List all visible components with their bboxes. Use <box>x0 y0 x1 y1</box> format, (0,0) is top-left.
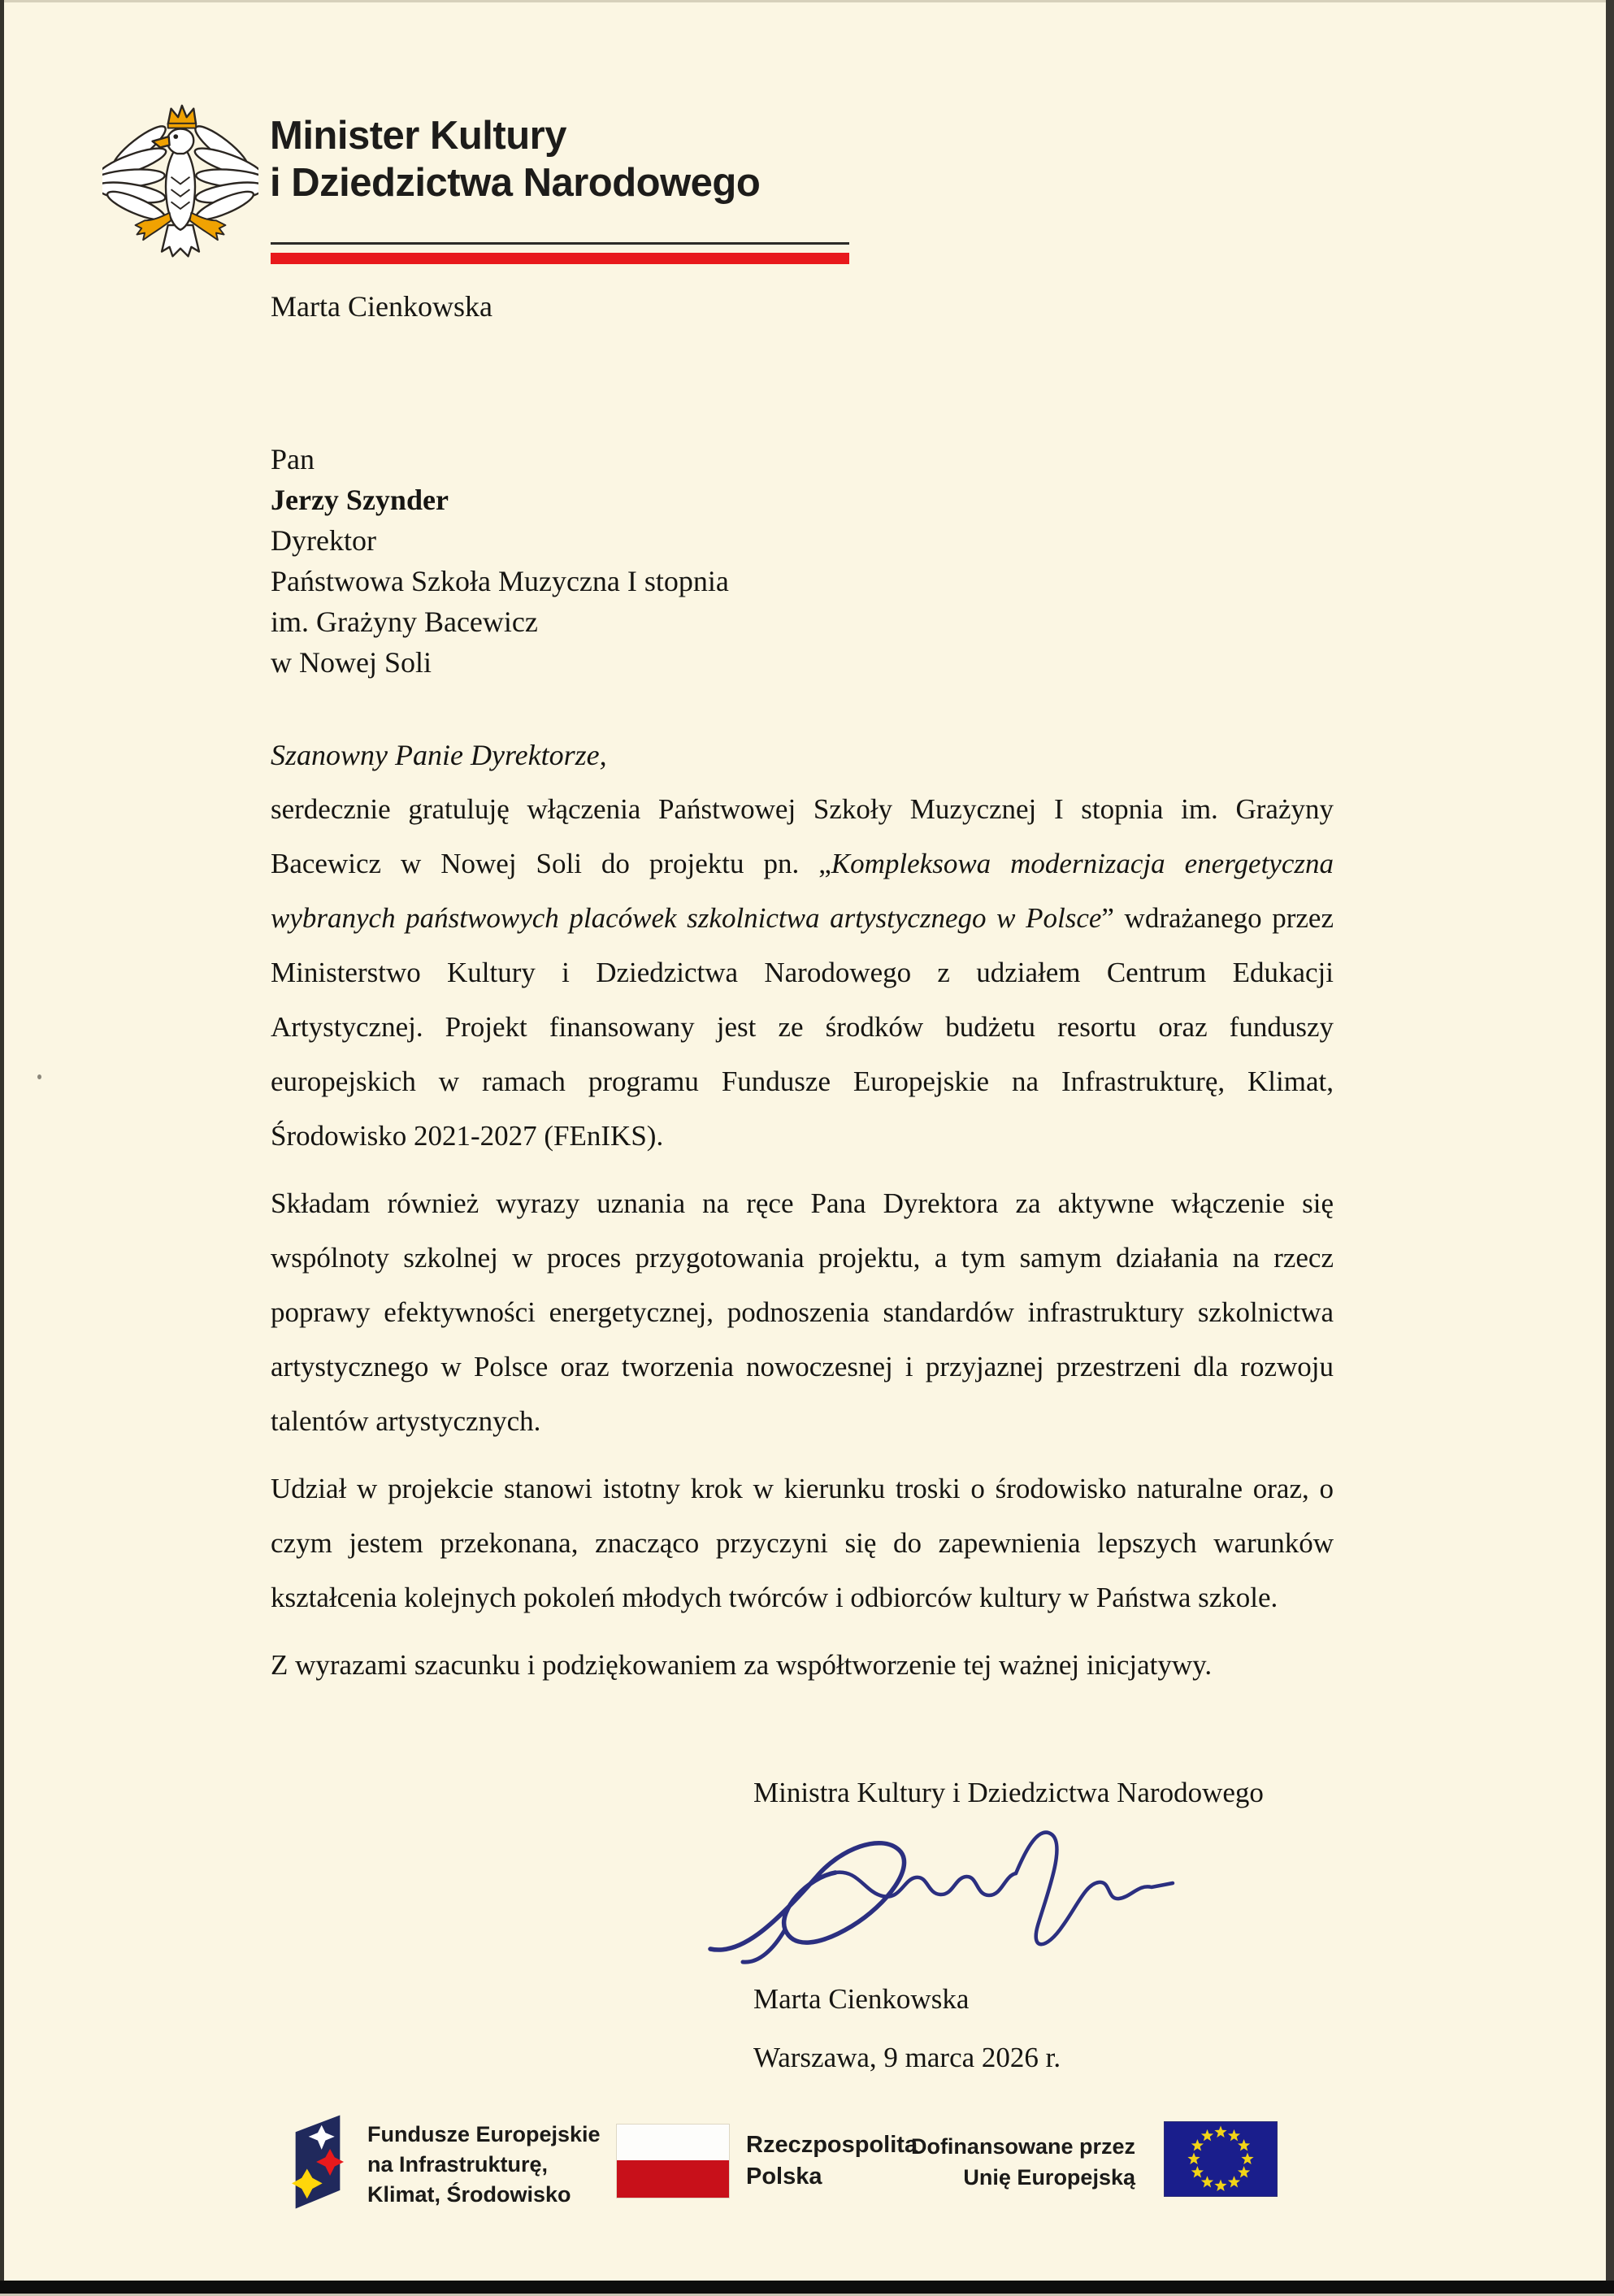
eu-funds-label-line2: na Infrastrukturę, <box>367 2152 549 2177</box>
handwritten-signature <box>696 1827 1183 1969</box>
scan-edge-right <box>1606 0 1614 2296</box>
eu-funds-label-line1: Fundusze Europejskie <box>367 2122 601 2146</box>
sender-name: Marta Cienkowska <box>271 290 492 323</box>
white-eagle-emblem-icon <box>102 102 258 262</box>
recipient-name: Jerzy Szynder <box>271 484 449 516</box>
poland-label-line2: Polska <box>746 2164 822 2190</box>
white-red-flag-rule <box>271 242 849 264</box>
eu-funds-label <box>367 2120 601 2210</box>
poland-flag-red-stripe <box>617 2160 729 2198</box>
closing-signer-name: Marta Cienkowska <box>753 1983 970 2015</box>
scan-artifact-dot <box>37 1074 41 1079</box>
paragraph-4: Z wyrazami szacunku i podziękowaniem za współtworzenie tej ważnej inicjatywy. <box>271 1649 1213 1681</box>
ministry-name-line2: i Dziedzictwa Narodowego <box>270 161 761 205</box>
poland-flag-icon <box>616 2124 730 2198</box>
scan-edge-bottom <box>0 2281 1614 2294</box>
closing-place-date: Warszawa, 9 marca 2026 r. <box>753 2042 1061 2073</box>
ministry-name-line1: Minister Kultury <box>270 114 566 158</box>
closing-office-title: Ministra Kultury i Dziedzictwa Narodowego <box>753 1777 1264 1808</box>
recipient-line: Państwowa Szkoła Muzyczna I stopnia <box>271 565 729 597</box>
recipient-block <box>271 439 729 683</box>
letter-body <box>271 782 1334 1705</box>
paragraph-1-project-title: Kompleksowa modernizacja energetyczna wybranych państwowych placówek szkolnictwa artystycznego w Polsce <box>271 848 1334 934</box>
scan-edge-top <box>0 0 1614 2</box>
recipient-line: Dyrektor <box>271 524 376 557</box>
poland-label-line1: Rzeczpospolita <box>746 2132 918 2158</box>
ministry-name <box>270 112 760 206</box>
recipient-line: im. Grażyny Bacewicz <box>271 605 538 638</box>
recipient-line: w Nowej Soli <box>271 646 432 679</box>
eu-cofunding-line1: Dofinansowane przez <box>910 2134 1135 2159</box>
recipient-line: Pan <box>271 443 315 475</box>
paragraph-3: Udział w projekcie stanowi istotny krok w kierunku troski o środowisko naturalne oraz, o czym jestem przekonana, znacząco przyczyni się do zapewnienia lepszych warunków kształcenia kolejnych pokoleń młodych twórców i odbiorców kultury w Państwa szkole. <box>271 1473 1334 1613</box>
paragraph-1-text: ” wdrażanego przez Ministerstwo Kultury i Dziedzictwa Narodowego z udziałem Centrum Edukacji Artystycznej. Projekt finansowany jest ze środków budżetu resortu oraz funduszy europejskich w ramach programu Fundusze Europejskie na Infrastrukturę, Klimat, Środowisko 2021-2027 (FEnIKS). <box>271 902 1334 1152</box>
eu-cofunding-label <box>882 2131 1135 2193</box>
scan-edge-left <box>0 0 4 2296</box>
paragraph-1 <box>271 782 1334 1163</box>
flag-rule-red-bar <box>271 253 849 264</box>
eu-cofunding-line2: Unię Europejską <box>963 2165 1135 2190</box>
paragraph-2: Składam również wyrazy uznania na ręce Pana Dyrektora za aktywne włączenie się wspólnoty szkolnej w proces przygotowania projektu, a tym samym działania na rzecz poprawy efektywności energetycznej, podnoszenia standardów infrastruktury szkolnictwa artystycznego w Polsce oraz tworzenia nowoczesnej i przyjaznej przestrzeni dla rozwoju talentów artystycznych. <box>271 1187 1334 1437</box>
salutation: Szanowny Panie Dyrektorze, <box>271 739 607 771</box>
paragraph-1-text: serdecznie gratuluję włączenia Państwowej Szkoły Muzycznej I stopnia im. Grażyny Bacewicz w Nowej Soli do projektu pn. „ <box>271 793 1334 879</box>
eu-funds-label-line3: Klimat, Środowisko <box>367 2182 571 2207</box>
eu-funds-logo-icon <box>291 2110 345 2214</box>
eu-flag-icon <box>1164 2121 1278 2197</box>
